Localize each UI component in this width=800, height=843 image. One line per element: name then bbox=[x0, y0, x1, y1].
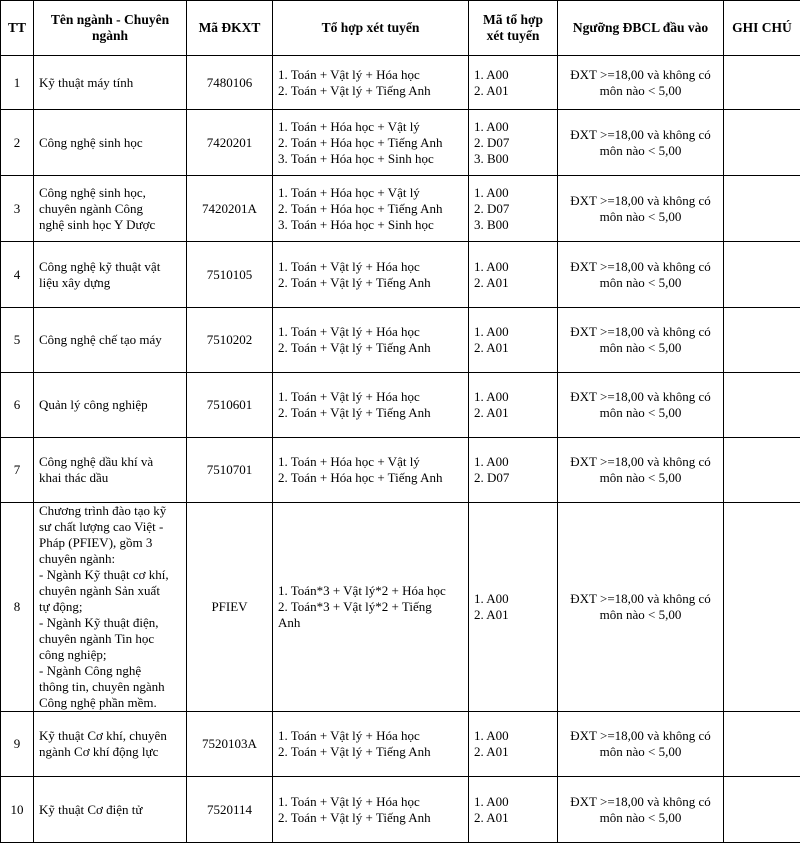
subject-combination-line: 1. Toán + Vật lý + Hóa học bbox=[278, 67, 463, 83]
combination-code-line: 2. A01 bbox=[474, 810, 552, 826]
major-name bbox=[34, 308, 187, 373]
quality-threshold-line: ĐXT >=18,00 và không có bbox=[563, 591, 718, 607]
subject-combination-line: 3. Toán + Hóa học + Sinh học bbox=[278, 217, 463, 233]
major-name-line: chuyên ngành Sản xuất bbox=[39, 583, 181, 599]
combination-codes bbox=[469, 777, 558, 843]
major-name bbox=[34, 56, 187, 110]
row-number: 3 bbox=[1, 176, 34, 242]
major-name-line: Công nghệ sinh học, bbox=[39, 185, 181, 201]
subject-combination-line: 1. Toán + Hóa học + Vật lý bbox=[278, 119, 463, 135]
quality-threshold bbox=[558, 712, 724, 777]
major-name bbox=[34, 242, 187, 308]
quality-threshold-line: ĐXT >=18,00 và không có bbox=[563, 794, 718, 810]
row-number: 4 bbox=[1, 242, 34, 308]
subject-combination-line: 1. Toán + Hóa học + Vật lý bbox=[278, 185, 463, 201]
quality-threshold bbox=[558, 110, 724, 176]
header-threshold: Ngưỡng ĐBCL đầu vào bbox=[558, 1, 724, 56]
row-number: 8 bbox=[1, 503, 34, 712]
header-code: Mã ĐKXT bbox=[187, 1, 273, 56]
table-row bbox=[1, 176, 800, 242]
major-name-line: - Ngành Kỹ thuật điện, bbox=[39, 615, 181, 631]
subject-combination-line: 2. Toán + Hóa học + Tiếng Anh bbox=[278, 201, 463, 217]
row-number: 10 bbox=[1, 777, 34, 843]
major-code: 7420201A bbox=[187, 176, 273, 242]
table-row bbox=[1, 438, 800, 503]
combination-code-line: 2. A01 bbox=[474, 744, 552, 760]
subject-combination-line: 1. Toán + Vật lý + Hóa học bbox=[278, 794, 463, 810]
note-cell bbox=[724, 242, 800, 308]
major-name-line: Kỹ thuật Cơ khí, chuyên bbox=[39, 728, 181, 744]
row-number: 6 bbox=[1, 373, 34, 438]
major-name bbox=[34, 438, 187, 503]
quality-threshold-line: môn nào < 5,00 bbox=[563, 275, 718, 291]
combination-codes bbox=[469, 176, 558, 242]
major-code: 7420201 bbox=[187, 110, 273, 176]
combination-codes bbox=[469, 308, 558, 373]
subject-combination-line: 2. Toán + Vật lý + Tiếng Anh bbox=[278, 340, 463, 356]
quality-threshold-line: ĐXT >=18,00 và không có bbox=[563, 259, 718, 275]
combination-code-line: 1. A00 bbox=[474, 324, 552, 340]
subject-combinations bbox=[273, 110, 469, 176]
quality-threshold-line: môn nào < 5,00 bbox=[563, 143, 718, 159]
subject-combination-line: 2. Toán + Hóa học + Tiếng Anh bbox=[278, 135, 463, 151]
combination-code-line: 2. A01 bbox=[474, 607, 552, 623]
quality-threshold-line: môn nào < 5,00 bbox=[563, 83, 718, 99]
note-cell bbox=[724, 777, 800, 843]
subject-combinations bbox=[273, 438, 469, 503]
row-number: 9 bbox=[1, 712, 34, 777]
subject-combination-line: 1. Toán + Hóa học + Vật lý bbox=[278, 454, 463, 470]
combination-codes bbox=[469, 712, 558, 777]
combination-codes bbox=[469, 110, 558, 176]
combination-code-line: 2. A01 bbox=[474, 340, 552, 356]
major-name bbox=[34, 777, 187, 843]
combination-code-line: 2. A01 bbox=[474, 83, 552, 99]
major-name-line: - Ngành Kỹ thuật cơ khí, bbox=[39, 567, 181, 583]
note-cell bbox=[724, 176, 800, 242]
major-name-line: Công nghệ dầu khí và bbox=[39, 454, 181, 470]
major-name-line: Quản lý công nghiệp bbox=[39, 397, 181, 413]
combination-codes bbox=[469, 503, 558, 712]
major-name-line: công nghiệp; bbox=[39, 647, 181, 663]
quality-threshold bbox=[558, 503, 724, 712]
major-name-line: chuyên ngành Công bbox=[39, 201, 181, 217]
combination-code-line: 1. A00 bbox=[474, 728, 552, 744]
note-cell bbox=[724, 373, 800, 438]
header-note: GHI CHÚ bbox=[724, 1, 800, 56]
combination-code-line: 1. A00 bbox=[474, 259, 552, 275]
major-name-line: Pháp (PFIEV), gồm 3 bbox=[39, 535, 181, 551]
table-row bbox=[1, 503, 800, 712]
subject-combination-line: 1. Toán + Vật lý + Hóa học bbox=[278, 324, 463, 340]
table-row bbox=[1, 242, 800, 308]
quality-threshold-line: ĐXT >=18,00 và không có bbox=[563, 193, 718, 209]
major-name-line: Kỹ thuật máy tính bbox=[39, 75, 181, 91]
major-name bbox=[34, 110, 187, 176]
major-code: 7510202 bbox=[187, 308, 273, 373]
header-name: Tên ngành - Chuyên ngành bbox=[34, 1, 187, 56]
table-row bbox=[1, 56, 800, 110]
quality-threshold-line: ĐXT >=18,00 và không có bbox=[563, 324, 718, 340]
subject-combination-line: 1. Toán*3 + Vật lý*2 + Hóa học bbox=[278, 583, 463, 599]
quality-threshold-line: môn nào < 5,00 bbox=[563, 810, 718, 826]
major-name-line: liệu xây dựng bbox=[39, 275, 181, 291]
note-cell bbox=[724, 438, 800, 503]
major-name bbox=[34, 503, 187, 712]
quality-threshold-line: môn nào < 5,00 bbox=[563, 405, 718, 421]
major-name-line: ngành Cơ khí động lực bbox=[39, 744, 181, 760]
combination-code-line: 2. D07 bbox=[474, 201, 552, 217]
subject-combinations bbox=[273, 712, 469, 777]
header-combo-code: Mã tổ hợp xét tuyển bbox=[469, 1, 558, 56]
subject-combination-line: 2. Toán + Vật lý + Tiếng Anh bbox=[278, 810, 463, 826]
subject-combination-line: 2. Toán + Vật lý + Tiếng Anh bbox=[278, 744, 463, 760]
major-code: 7510105 bbox=[187, 242, 273, 308]
subject-combination-line: 2. Toán + Vật lý + Tiếng Anh bbox=[278, 83, 463, 99]
quality-threshold-line: ĐXT >=18,00 và không có bbox=[563, 728, 718, 744]
quality-threshold-line: môn nào < 5,00 bbox=[563, 209, 718, 225]
quality-threshold bbox=[558, 56, 724, 110]
quality-threshold bbox=[558, 438, 724, 503]
combination-code-line: 3. B00 bbox=[474, 151, 552, 167]
major-name-line: Công nghệ chế tạo máy bbox=[39, 332, 181, 348]
table-row bbox=[1, 373, 800, 438]
table-row bbox=[1, 712, 800, 777]
subject-combination-line: 3. Toán + Hóa học + Sinh học bbox=[278, 151, 463, 167]
subject-combinations bbox=[273, 373, 469, 438]
combination-codes bbox=[469, 242, 558, 308]
major-name bbox=[34, 712, 187, 777]
table-row bbox=[1, 110, 800, 176]
quality-threshold-line: ĐXT >=18,00 và không có bbox=[563, 127, 718, 143]
major-name bbox=[34, 373, 187, 438]
combination-code-line: 1. A00 bbox=[474, 454, 552, 470]
quality-threshold bbox=[558, 176, 724, 242]
combination-code-line: 1. A00 bbox=[474, 591, 552, 607]
subject-combinations bbox=[273, 56, 469, 110]
major-name-line: tự động; bbox=[39, 599, 181, 615]
row-number: 5 bbox=[1, 308, 34, 373]
note-cell bbox=[724, 712, 800, 777]
table-row bbox=[1, 777, 800, 843]
combination-code-line: 1. A00 bbox=[474, 794, 552, 810]
major-name-line: - Ngành Công nghệ bbox=[39, 663, 181, 679]
major-name bbox=[34, 176, 187, 242]
subject-combination-line: 2. Toán*3 + Vật lý*2 + Tiếng bbox=[278, 599, 463, 615]
quality-threshold-line: ĐXT >=18,00 và không có bbox=[563, 454, 718, 470]
combination-codes bbox=[469, 438, 558, 503]
major-code: 7520103A bbox=[187, 712, 273, 777]
subject-combinations bbox=[273, 777, 469, 843]
major-code: 7520114 bbox=[187, 777, 273, 843]
subject-combination-line: 1. Toán + Vật lý + Hóa học bbox=[278, 389, 463, 405]
combination-code-line: 2. D07 bbox=[474, 135, 552, 151]
combination-code-line: 1. A00 bbox=[474, 67, 552, 83]
subject-combinations bbox=[273, 308, 469, 373]
subject-combinations bbox=[273, 176, 469, 242]
table-header bbox=[1, 1, 800, 56]
major-code: 7510701 bbox=[187, 438, 273, 503]
subject-combination-line: 2. Toán + Vật lý + Tiếng Anh bbox=[278, 275, 463, 291]
subject-combination-line: 2. Toán + Hóa học + Tiếng Anh bbox=[278, 470, 463, 486]
quality-threshold-line: môn nào < 5,00 bbox=[563, 340, 718, 356]
combination-code-line: 3. B00 bbox=[474, 217, 552, 233]
major-name-line: Kỹ thuật Cơ điện tử bbox=[39, 802, 181, 818]
subject-combinations bbox=[273, 503, 469, 712]
combination-codes bbox=[469, 56, 558, 110]
major-name-line: Chương trình đào tạo kỹ bbox=[39, 503, 181, 519]
header-tt: TT bbox=[1, 1, 34, 56]
row-number: 7 bbox=[1, 438, 34, 503]
combination-code-line: 1. A00 bbox=[474, 389, 552, 405]
subject-combinations bbox=[273, 242, 469, 308]
subject-combination-line: 1. Toán + Vật lý + Hóa học bbox=[278, 728, 463, 744]
subject-combination-line: 1. Toán + Vật lý + Hóa học bbox=[278, 259, 463, 275]
combination-code-line: 2. D07 bbox=[474, 470, 552, 486]
major-name-line: khai thác dầu bbox=[39, 470, 181, 486]
major-name-line: thông tin, chuyên ngành bbox=[39, 679, 181, 695]
combination-code-line: 1. A00 bbox=[474, 185, 552, 201]
quality-threshold bbox=[558, 777, 724, 843]
row-number: 2 bbox=[1, 110, 34, 176]
major-name-line: chuyên ngành Tin học bbox=[39, 631, 181, 647]
combination-code-line: 2. A01 bbox=[474, 405, 552, 421]
quality-threshold-line: ĐXT >=18,00 và không có bbox=[563, 67, 718, 83]
note-cell bbox=[724, 308, 800, 373]
note-cell bbox=[724, 56, 800, 110]
combination-code-line: 1. A00 bbox=[474, 119, 552, 135]
header-row bbox=[1, 1, 800, 56]
row-number: 1 bbox=[1, 56, 34, 110]
table-row bbox=[1, 308, 800, 373]
combination-code-line: 2. A01 bbox=[474, 275, 552, 291]
major-name-line: sư chất lượng cao Việt - bbox=[39, 519, 181, 535]
quality-threshold-line: ĐXT >=18,00 và không có bbox=[563, 389, 718, 405]
major-name-line: Công nghệ kỹ thuật vật bbox=[39, 259, 181, 275]
subject-combination-line: 2. Toán + Vật lý + Tiếng Anh bbox=[278, 405, 463, 421]
quality-threshold-line: môn nào < 5,00 bbox=[563, 744, 718, 760]
quality-threshold-line: môn nào < 5,00 bbox=[563, 607, 718, 623]
major-name-line: Công nghệ sinh học bbox=[39, 135, 181, 151]
major-name-line: chuyên ngành: bbox=[39, 551, 181, 567]
header-combo: Tổ hợp xét tuyển bbox=[273, 1, 469, 56]
subject-combination-line: Anh bbox=[278, 615, 463, 631]
note-cell bbox=[724, 110, 800, 176]
major-code: PFIEV bbox=[187, 503, 273, 712]
quality-threshold bbox=[558, 242, 724, 308]
major-name-line: nghệ sinh học Y Dược bbox=[39, 217, 181, 233]
major-name-line: Công nghệ phần mềm. bbox=[39, 695, 181, 711]
major-code: 7480106 bbox=[187, 56, 273, 110]
quality-threshold bbox=[558, 308, 724, 373]
quality-threshold bbox=[558, 373, 724, 438]
quality-threshold-line: môn nào < 5,00 bbox=[563, 470, 718, 486]
combination-codes bbox=[469, 373, 558, 438]
major-code: 7510601 bbox=[187, 373, 273, 438]
table-body bbox=[1, 56, 800, 843]
note-cell bbox=[724, 503, 800, 712]
